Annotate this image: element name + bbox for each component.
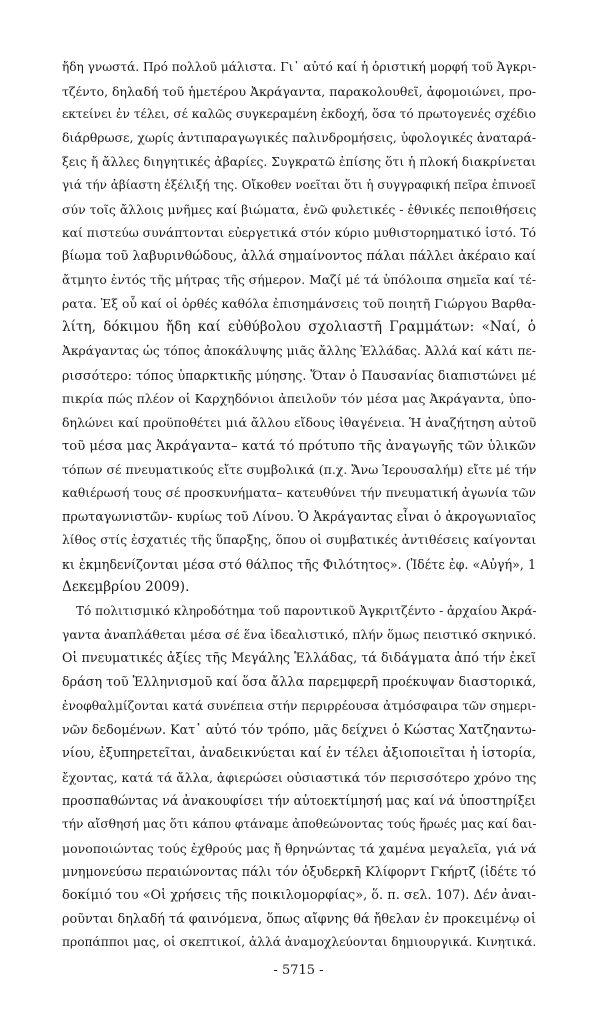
- text-line: κι ἐκμηδενίζονται μέσα στό θάλπος τῆς Φιλότητος». (Ἰδέτε ἐφ. «Αὐγή», 1: [62, 556, 536, 572]
- text-line: δοκίμιό του «Οἱ χρήσεις τῆς ποικιλομορφίας», ὅ. π. σελ. 107). Δέν ἀναι-: [62, 887, 536, 903]
- text-line: ρατα. Ἐξ οὗ καί οἱ ὀρθές καθόλα ἐπισημάνσεις τοῦ ποιητῆ Γιώργου Βαρθα-: [62, 296, 536, 311]
- text-line: τζέντο, δηλαδή τοῦ ἡμετέρου Ἀκράγαντα, παρακολουθεῖ, ἀφομοιώνει, προ-: [62, 83, 537, 99]
- paragraph-2: [62, 600, 536, 955]
- text-line: πρωταγωνιστῶν- κυρίως τοῦ Λίνου. Ὁ Ἀκράγαντας εἶναι ὁ ἀκρογωνιαῖος: [62, 509, 536, 525]
- text-line: νίου, ἐξυπηρετεῖται, ἀναδεικνύεται καί ἐν τέλει ἀξιοποιεῖται ἡ ἱστορία,: [62, 746, 536, 762]
- page-number: - 5715 -: [273, 963, 324, 978]
- text-line: Δεκεμβρίου 2009).: [62, 579, 190, 596]
- text-line: Ἀκράγαντας ὡς τόπος ἀποκάλυψης μιᾶς ἄλλης Ἑλλάδας. Ἀλλά καί κάτι πε-: [62, 343, 536, 358]
- text-line: σύν τοῖς ἄλλοις μνῆμες καί βιώματα, ἐνῶ φυλετικές - ἐθνικές πεποιθήσεις: [62, 201, 537, 217]
- text-line: τοῦ μέσα μας Ἀκράγαντα– κατά τό πρότυπο τῆς ἀναγωγῆς τῶν ὑλικῶν: [62, 438, 536, 454]
- text-line: ρισσότερο: τόπος ὑπαρκτικῆς μύησης. Ὅταν ὁ Παυσανίας διαπιστώνει μέ: [62, 367, 536, 383]
- text-line: καθιέρωσή τους σέ προσκυνήματα– κατευθύνει τήν πνευματική ἀγωνία τῶν: [62, 485, 536, 500]
- text-line: λίτη, δόκιμου ἤδη καί εὐθύβολου σχολιαστῆ Γραμμάτων: «Ναί, ὁ: [62, 319, 536, 336]
- text-line: δράση τοῦ Ἑλληνισμοῦ καί ὅσα ἄλλα παρεμφερῆ προέκυψαν διαστορικά,: [62, 675, 537, 691]
- text-line: γιά τήν ἀβίαστη ἐξέλιξή της. Οἴκοθεν νοεῖται ὅτι ἡ συγγραφική πεῖρα ἐπινοεῖ: [62, 178, 536, 193]
- text-line: διάρθρωσε, χωρίς ἀντιπαραγωγικές παλινδρομήσεις, ὑφολογικές ἀναταρά-: [62, 130, 536, 145]
- paragraph-1: [62, 56, 536, 600]
- text-line: μονοποιώντας τούς ἐχθρούς μας ἤ θρηνώντας τά χαμένα μεγαλεῖα, γιά νά: [62, 840, 537, 856]
- text-line: δηλώνει καί προϋποθέτει μιά ἄλλου εἴδους ἰθαγένεια. Ἡ ἀναζήτηση αὐτοῦ: [62, 414, 537, 430]
- text-line: ἔχοντας, κατά τά ἄλλα, ἀφιερώσει οὐσιαστικά τόν περισσότερο χρόνο της: [62, 769, 537, 785]
- text-line: πικρία πώς πλέον οἱ Καρχηδόνιοι ἀπειλοῦν τόν μέσα μας Ἀκράγαντα, ὑπο-: [62, 391, 536, 407]
- text-line: ἄτμητο ἐντός τῆς μήτρας τῆς σήμερον. Μαζί μέ τά ὑπόλοιπα σημεῖα καί τέ-: [62, 272, 536, 287]
- text-line: νῶν δεδομένων. Κατ᾽ αὐτό τόν τρόπο, μᾶς δείχνει ὁ Κώστας Χατζηαντω-: [62, 722, 536, 738]
- text-line: τόπων σέ πνευματικούς εἴτε συμβολικά (π.χ. Ἄνω Ἱερουσαλήμ) εἴτε μέ τήν: [62, 462, 537, 478]
- text-line: ἤδη γνωστά. Πρό πολλοῦ μάλιστα. Γι᾽ αὐτό καί ἡ ὁριστική μορφή τοῦ Ἀγκρι-: [62, 60, 537, 74]
- text-line: Οἱ πνευματικές ἀξίες τῆς Μεγάλης Ἑλλάδας, τά διδάγματα ἀπό τήν ἐκεῖ: [62, 651, 536, 667]
- text-line: βίωμα τοῦ λαβυρινθώδους, ἀλλά σημαίνοντος πάλαι πάλλει ἀκέραιο καί: [62, 249, 536, 265]
- text-line: καί πιστεύω συνάπτονται εὐεργετικά στόν κύριο μυθιστορηματικό ἱστό. Τό: [62, 225, 536, 240]
- text-line: εκτείνει ἐν τέλει, σέ καλῶς συγκεραμένη ἐκδοχή, ὅσα τό πρωτογενές σχέδιο: [62, 107, 536, 122]
- text-line: γαντα ἀναπλάθεται μέσα σέ ἕνα ἰδεαλιστικό, πλήν ὅμως πειστικό σκηνικό.: [62, 627, 537, 642]
- text-line: μνημονεύσω περαιώνοντας πάλι τόν ὀξυδερκῆ Κλίφορντ Γκήρτζ (ἰδέτε τό: [62, 864, 536, 880]
- page-body: [62, 56, 536, 955]
- text-line: ροῦνται δηλαδή τά φαινόμενα, ὅπως αἴφνης θά ἤθελαν ἐν προκειμένῳ οἱ: [62, 911, 537, 927]
- text-line: ξεις ἤ ἄλλες διηγητικές ἀβαρίες. Συγκρατῶ ἐπίσης ὅτι ἡ πλοκή διακρίνεται: [62, 154, 536, 169]
- text-line: προπάπποι μας, οἱ σκεπτικοί, ἀλλά ἀναμοχλεύονται δημιουργικά. Κινητικά.: [62, 935, 537, 950]
- text-line: λίθος στίς ἐσχατιές τῆς ὕπαρξης, ὅπου οἱ συμβατικές ἀντιθέσεις καίγονται: [62, 533, 537, 548]
- text-line: ἐνοφθαλμίζονται κατά συνέπεια στήν περιρρέουσα ἀτμόσφαιρα τῶν σημερι-: [62, 698, 536, 713]
- text-line: Τό πολιτισμικό κληροδότημα τοῦ παροντικοῦ Ἀγκριτζέντο - ἀρχαίου Ἀκρά-: [76, 604, 537, 619]
- text-line: τήν αἴσθησή μας ὅτι κάπου φτάναμε ἀποθεώνοντας τούς ἥρωές μας καί δαι-: [62, 817, 537, 831]
- text-line: προσπαθώντας νά ἀνακουφίσει τήν αὐτοεκτίμησή μας καί νά ὑποστηρίξει: [62, 793, 536, 809]
